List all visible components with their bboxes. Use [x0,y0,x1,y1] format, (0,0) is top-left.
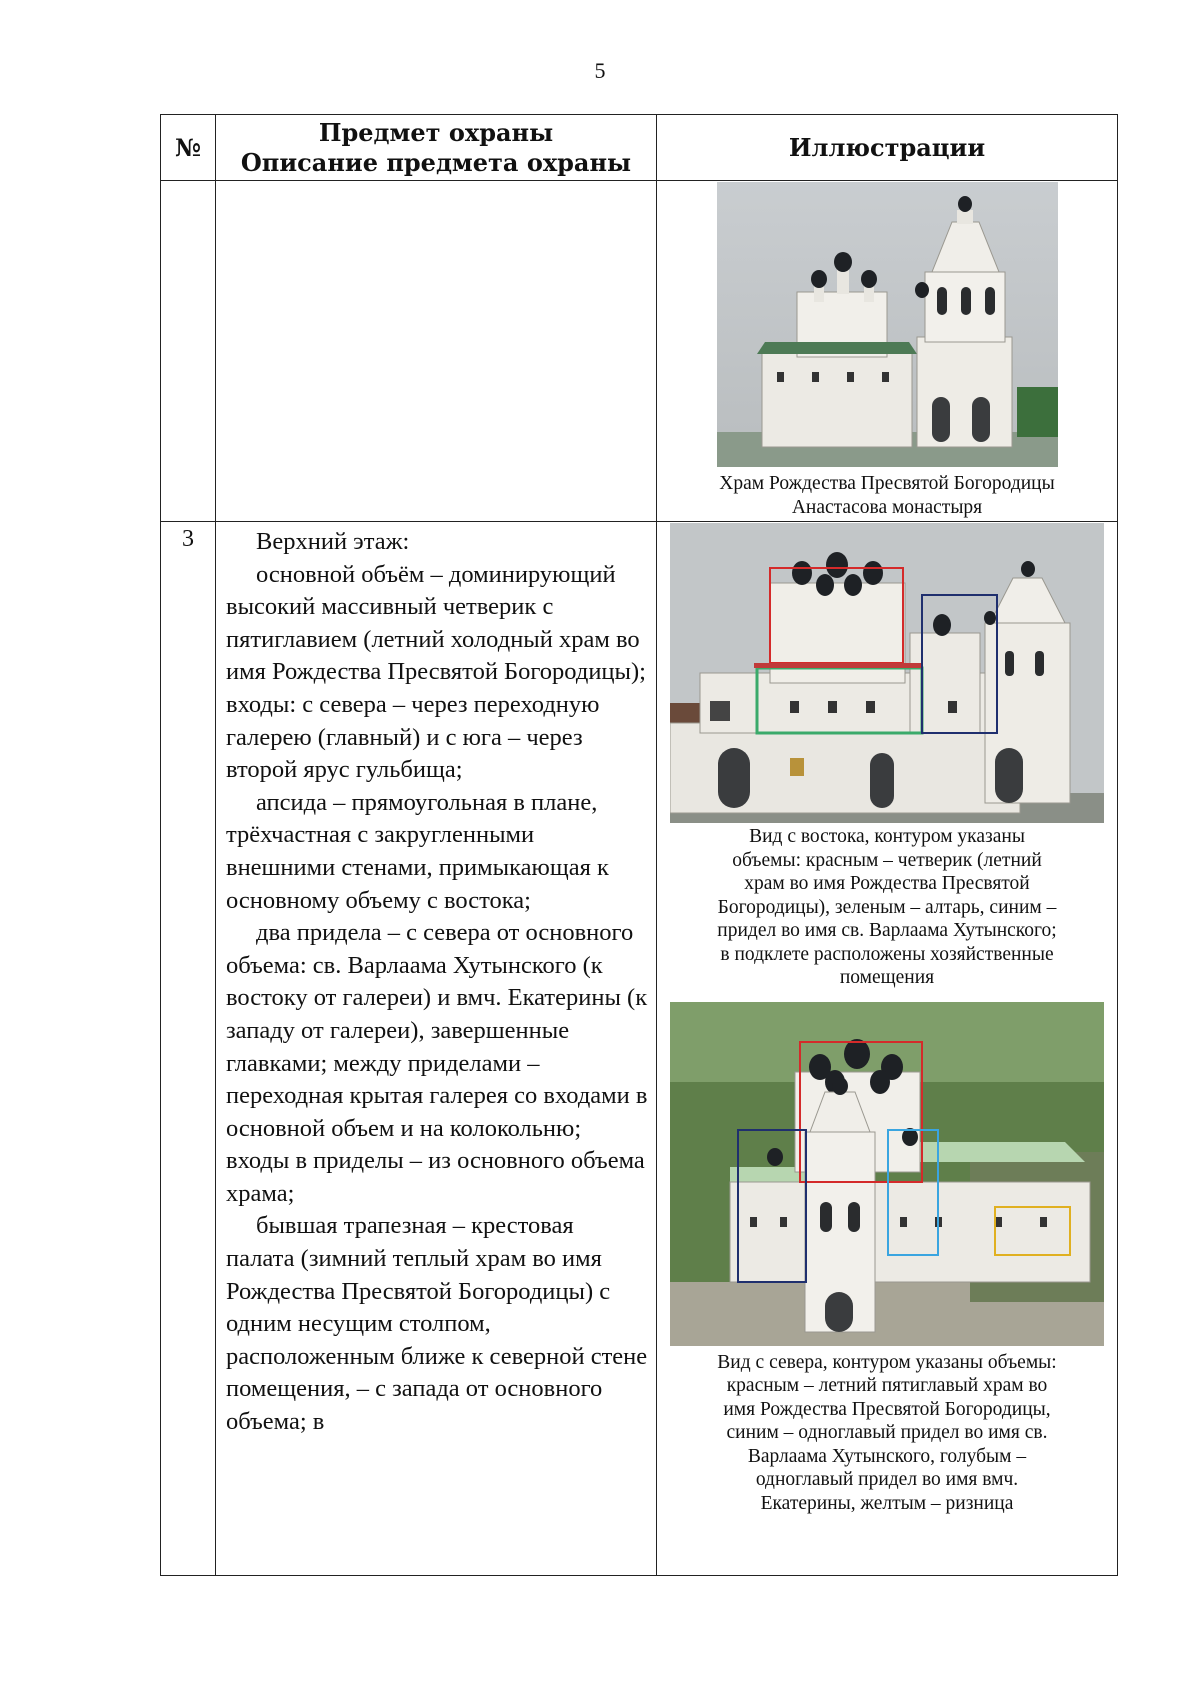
caption-line: Анастасова монастыря [791,496,983,518]
caption-line: Варлаама Хутынского, голубым – [747,1445,1027,1467]
caption-line: объемы: красным – четверик (летний [732,849,1042,871]
caption-line: Екатерины, желтым – ризница [760,1492,1014,1514]
east-view-photo [670,523,1104,823]
church-photo [717,182,1058,467]
caption-line: имя Рождества Пресвятой Богородицы, [723,1398,1051,1420]
table-row [161,181,1118,522]
header-illustrations: Иллюстрации [657,115,1118,181]
description-paragraph: апсида – прямоугольная в плане, трёхчастная с закругленными внешними стенами, примыкающая к основному объему с востока; [226,788,609,914]
num-cell-empty [161,181,216,522]
description-paragraph: Верхний этаж: [256,528,410,555]
row-number: 3 [161,522,216,1576]
table-header-row [161,115,1118,181]
caption-line: одноглавый придел во имя вмч. [755,1469,1019,1490]
north-view-photo [670,1002,1104,1346]
illustration-cell [657,522,1118,1576]
description-paragraph: основной объём – доминирующий высокий массивный четверик с пятиглавием (летний холодный храм во имя Рождества Пресвятой Богородицы); входы: с севера – через переходную галерею (главный) и с юга – через второй ярус гульбища; [226,560,646,784]
caption-line: синим – одноглавый придел во имя св. [726,1422,1048,1443]
protection-subject-table [160,114,1118,1576]
desc-cell-empty [216,181,657,522]
caption-line: храм во имя Рождества Пресвятой [744,873,1030,894]
caption-line: Вид с востока, контуром указаны [749,826,1025,847]
caption-line: Храм Рождества Пресвятой Богородицы [719,473,1055,494]
header-number: № [161,115,216,181]
caption-line: придел во имя св. Варлаама Хутынского; [717,920,1057,941]
header-description [216,115,657,181]
page-number: 5 [594,58,606,83]
caption-line: в подклете расположены хозяйственные [720,943,1054,965]
description-cell [216,522,657,1576]
caption-line: Вид с севера, контуром указаны объемы: [717,1351,1057,1373]
caption-line: Богородицы), зеленым – алтарь, синим – [717,896,1057,918]
header-description-line1: Предмет охраны [318,117,554,147]
description-paragraph: бывшая трапезная – крестовая палата (зимний теплый храм во имя Рождества Пресвятой Богородицы) с одним несущим столпом, расположенным ближе к северной стене помещения, – с запада от основного объема; в [226,1212,648,1436]
illustration-cell [657,181,1118,522]
header-description-line2: Описание предмета охраны [240,147,632,177]
table-row [161,522,1118,1576]
caption-line: красным – летний пятиглавый храм во [726,1375,1048,1396]
caption-line: помещения [839,967,935,988]
description-paragraph: два придела – с севера от основного объема: св. Варлаама Хутынского (к востоку от галереи) и вмч. Екатерины (к западу от галереи), завершенные главками; между приделами – переходная крытая галерея со входами в основной объем и на колокольню; входы в приделы – из основного объема храма; [226,919,648,1207]
